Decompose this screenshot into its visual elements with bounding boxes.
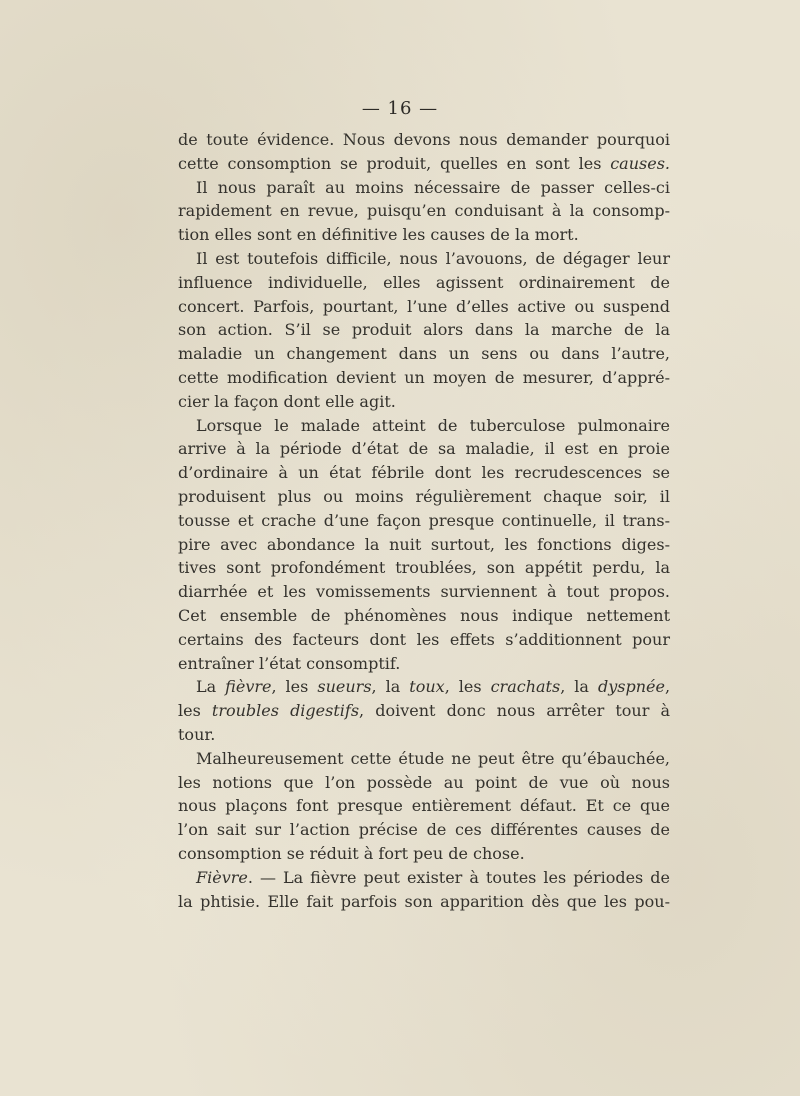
text-line: Il est toutefois difficile, nous l’avouons, de dégager leur (196, 248, 670, 268)
text-line: Cet ensemble de phénomènes nous indique nettement (178, 605, 670, 625)
text-line: Il nous paraît au moins nécessaire de passer celles-ci (196, 177, 670, 197)
text-line: Fièvre. — La fièvre peut exister à toutes les périodes de (196, 867, 670, 887)
text-line: tousse et crache d’une façon presque continuelle, il trans- (178, 510, 670, 530)
text-line: cette consomption se produit, quelles en sont les causes. (178, 153, 670, 173)
text-line: tour. (178, 724, 216, 744)
text-line: les notions que l’on possède au point de vue où nous (178, 772, 670, 792)
text-line: son action. S’il se produit alors dans la marche de la (178, 320, 670, 340)
text-line: Malheureusement cette étude ne peut être qu’ébauchée, (196, 748, 670, 768)
text-line: consomption se réduit à fort peu de chose. (178, 843, 525, 863)
text-line: d’ordinaire à un état fébrile dont les recrudescences se (178, 463, 670, 483)
text-line: nous plaçons font presque entièrement défaut. Et ce que (178, 796, 670, 816)
text-line: diarrhée et les vomissements surviennent à tout propos. (178, 582, 670, 602)
page-number: — 16 — (361, 98, 439, 119)
text-line: produisent plus ou moins régulièrement chaque soir, il (178, 486, 670, 506)
text-line: l’on sait sur l’action précise de ces différentes causes de (178, 820, 670, 840)
text-line: maladie un changement dans un sens ou dans l’autre, (178, 344, 670, 364)
text-line: rapidement en revue, puisqu’en conduisant à la consomp- (178, 201, 670, 221)
text-line: La fièvre, les sueurs, la toux, les crachats, la dyspnée, (196, 677, 671, 697)
text-line: certains des facteurs dont les effets s’additionnent pour (178, 629, 670, 649)
text-line: de toute évidence. Nous devons nous demander pourquoi (178, 130, 670, 149)
text-line: cette modification devient un moyen de mesurer, d’appré- (178, 367, 670, 387)
text-line: Lorsque le malade atteint de tuberculose pulmonaire (196, 415, 670, 435)
text-line: tives sont profondément troublées, son appétit perdu, la (178, 558, 670, 578)
text-line: tion elles sont en définitive les causes de la mort. (178, 225, 579, 245)
text-line: entraîner l’état consomptif. (178, 653, 401, 673)
text-line: influence individuelle, elles agissent ordinairement de (178, 272, 670, 292)
text-line: concert. Parfois, pourtant, l’une d’elles active ou suspend (178, 296, 670, 316)
text-line: cier la façon dont elle agit. (178, 391, 396, 411)
text-line: les troubles digestifs, doivent donc nous arrêter tour à (178, 701, 670, 721)
body-text (178, 128, 670, 913)
text-line: pire avec abondance la nuit surtout, les fonctions diges- (178, 534, 670, 554)
text-line: la phtisie. Elle fait parfois son apparition dès que les pou- (178, 891, 670, 911)
text-line: arrive à la période d’état de sa maladie, il est en proie (178, 439, 670, 459)
